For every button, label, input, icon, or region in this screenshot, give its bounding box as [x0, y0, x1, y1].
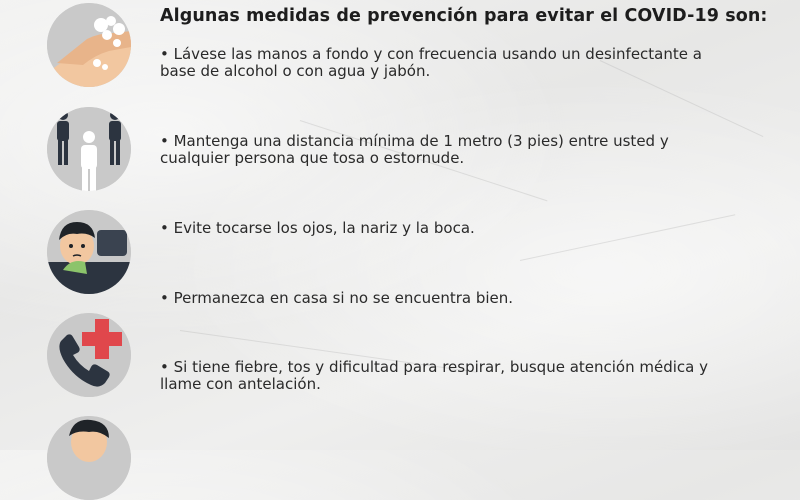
prevention-item-distance [160, 133, 740, 167]
item-text-line: • Si tiene fiebre, tos y dificultad para respirar, busque atención médica y [160, 358, 708, 376]
prevention-item-seek-care [160, 359, 740, 393]
item-text-line: llame con antelación. [160, 375, 321, 393]
handwashing-icon [47, 3, 131, 87]
item-text-line: • Lávese las manos a fondo y con frecuencia usando un desinfectante a [160, 45, 702, 63]
item-text-line: • Permanezca en casa si no se encuentra bien. [160, 289, 514, 307]
prevention-item-stay-home [160, 290, 740, 307]
item-text-line: • Evite tocarse los ojos, la nariz y la boca. [160, 219, 475, 237]
item-text-line: base de alcohol o con agua y jabón. [160, 62, 431, 80]
face-touch-icon [47, 210, 131, 294]
prevention-item-handwashing [160, 46, 740, 80]
social-distance-icon [47, 107, 131, 191]
item-text-line: cualquier persona que tosa o estornude. [160, 149, 465, 167]
person-icon [47, 416, 131, 500]
page-title: Algunas medidas de prevención para evitar el COVID-19 son: [160, 6, 768, 26]
prevention-item-face [160, 220, 740, 237]
phone-medical-icon [47, 313, 131, 397]
item-text-line: • Mantenga una distancia mínima de 1 metro (3 pies) entre usted y [160, 132, 669, 150]
